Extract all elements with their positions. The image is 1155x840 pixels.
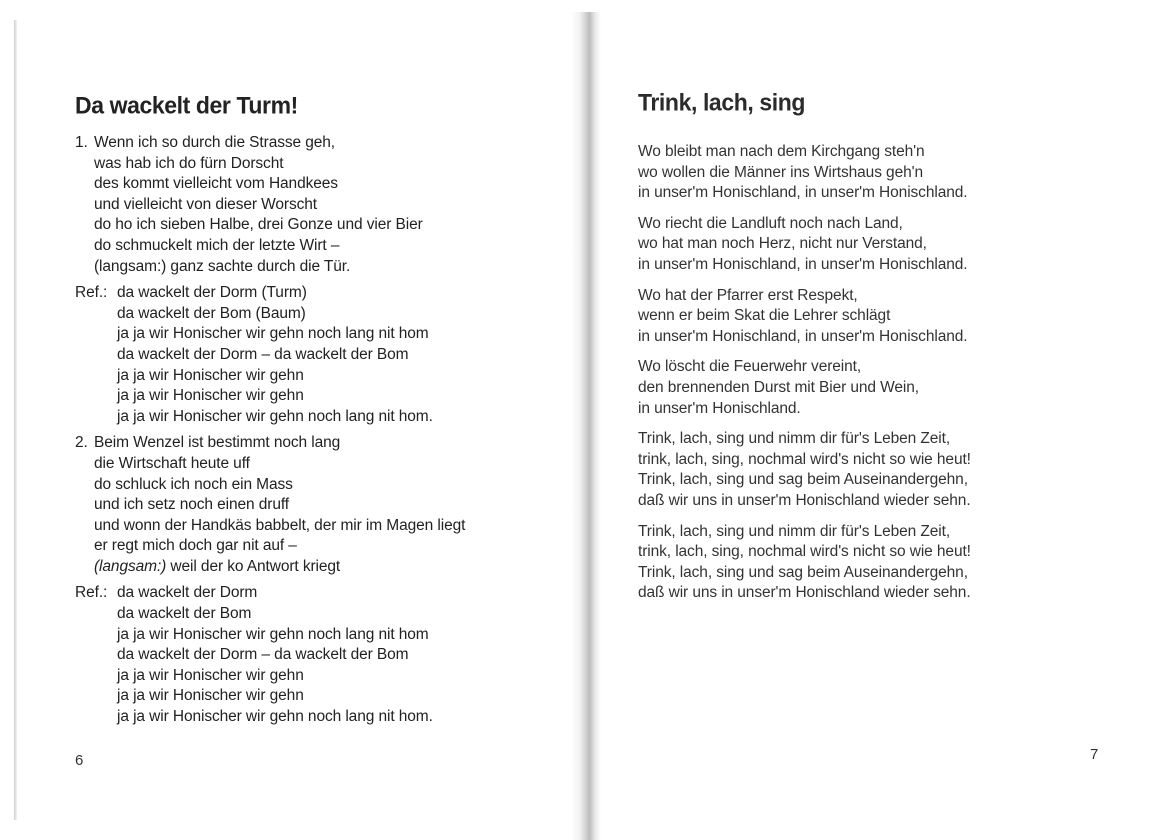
refrain-label: Ref.:: [75, 584, 108, 602]
lyric-line: Wenn ich so durch die Strasse geh,: [94, 134, 336, 151]
lyric-line: wenn er beim Skat die Lehrer schlägt: [638, 307, 891, 325]
lyric-line: in unser'm Honischland, in unser'm Honischland.: [638, 327, 968, 345]
lyric-line: und ich setz noch einen druff: [94, 496, 290, 514]
verse-2-first-line: [75, 433, 465, 454]
lyric-line: wo wollen die Männer ins Wirtshaus geh'n: [638, 163, 923, 181]
lyric-line: da wackelt der Bom: [117, 605, 252, 623]
lyric-line: trink, lach, sing, nochmal wird's nicht so wie heut!: [638, 450, 971, 468]
lyric-line: ja ja wir Honischer wir gehn: [117, 666, 304, 684]
verse-1: [75, 133, 465, 277]
lyric-line-last: [75, 557, 465, 578]
lyric-line: Trink, lach, sing und nimm dir für's Leben Zeit,: [638, 522, 951, 540]
lyric-line: Trink, lach, sing und sag beim Auseinandergehn,: [638, 471, 968, 489]
lyric-line: da wackelt der Bom (Baum): [117, 304, 306, 322]
stanza-2: [638, 214, 971, 276]
lyric-line: die Wirtschaft heute uff: [94, 454, 250, 472]
chorus-2: [638, 522, 971, 604]
stanza-4: [638, 357, 971, 419]
lyric-line: da wackelt der Dorm (Turm): [117, 284, 307, 302]
lyric-line: ja ja wir Honischer wir gehn: [117, 366, 304, 384]
lyric-line: (langsam:) ganz sachte durch die Tür.: [94, 257, 351, 275]
lyric-line: daß wir uns in unser'm Honischland wieder sehn.: [638, 491, 971, 509]
chorus-1: [638, 429, 971, 511]
refrain-2-first-line: [75, 583, 465, 604]
lyric-line: Trink, lach, sing und nimm dir für's Leben Zeit,: [638, 430, 951, 448]
song-title-right: Trink, lach, sing: [638, 88, 806, 116]
lyric-line: ja ja wir Honischer wir gehn noch lang nit hom: [117, 625, 429, 643]
lyric-line: trink, lach, sing, nochmal wird's nicht so wie heut!: [638, 543, 971, 561]
refrain-label: Ref.:: [75, 284, 108, 302]
left-song-text: [75, 133, 465, 734]
tempo-marking: (langsam:): [94, 557, 167, 575]
refrain-1-first-line: [75, 283, 465, 304]
page-number-right: 7: [1090, 746, 1099, 763]
lyric-line: des kommt vielleicht vom Handkees: [94, 175, 338, 193]
verse-1-first-line: [75, 133, 465, 154]
refrain-2: [75, 583, 465, 727]
lyric-line-rest: weil der ko Antwort kriegt: [166, 557, 341, 575]
lyric-line: daß wir uns in unser'm Honischland wieder sehn.: [638, 584, 971, 602]
refrain-1: [75, 283, 465, 427]
lyric-line: do ho ich sieben Halbe, drei Gonze und vier Bier: [94, 216, 423, 234]
lyric-line: ja ja wir Honischer wir gehn noch lang nit hom.: [117, 407, 433, 425]
lyric-line: ja ja wir Honischer wir gehn noch lang nit hom: [117, 325, 429, 343]
lyric-line: in unser'm Honischland.: [638, 399, 801, 417]
lyric-line: den brennenden Durst mit Bier und Wein,: [638, 378, 920, 396]
page-number-left: 6: [75, 752, 84, 769]
lyric-line: Wo hat der Pfarrer erst Respekt,: [638, 286, 858, 304]
lyric-line: da wackelt der Dorm: [117, 584, 258, 602]
right-song-text: [638, 142, 971, 610]
verse-number: 1.: [75, 134, 88, 151]
lyric-line: in unser'm Honischland, in unser'm Honischland.: [638, 184, 968, 202]
song-title-left: Da wackelt der Turm!: [75, 91, 298, 119]
lyric-line: Trink, lach, sing und sag beim Auseinandergehn,: [638, 563, 968, 581]
lyric-line: do schmuckelt mich der letzte Wirt –: [94, 236, 340, 254]
lyric-line: was hab ich do fürn Dorscht: [94, 154, 284, 172]
lyric-line: ja ja wir Honischer wir gehn noch lang nit hom.: [117, 708, 433, 726]
lyric-line: Wo riecht die Landluft noch nach Land,: [638, 214, 903, 232]
stanza-1: [638, 142, 971, 204]
lyric-line: in unser'm Honischland, in unser'm Honischland.: [638, 255, 968, 273]
lyric-line: ja ja wir Honischer wir gehn: [117, 387, 304, 405]
stanza-3: [638, 286, 971, 348]
lyric-line: Wo bleibt man nach dem Kirchgang steh'n: [638, 143, 925, 160]
right-page: [578, 0, 1155, 840]
lyric-line: und wonn der Handkäs babbelt, der mir im Magen liegt: [94, 516, 466, 534]
lyric-line: do schluck ich noch ein Mass: [94, 475, 293, 493]
lyric-line: da wackelt der Dorm – da wackelt der Bom: [117, 646, 409, 664]
lyric-line: Wo löscht die Feuerwehr vereint,: [638, 358, 862, 376]
lyric-line: Beim Wenzel ist bestimmt noch lang: [94, 434, 341, 452]
lyric-line: da wackelt der Dorm – da wackelt der Bom: [117, 345, 409, 363]
lyric-line: und vielleicht von dieser Worscht: [94, 195, 317, 213]
verse-number: 2.: [75, 434, 88, 452]
verse-2: [75, 433, 465, 577]
lyric-line: er regt mich doch gar nit auf –: [94, 537, 297, 555]
lyric-line: ja ja wir Honischer wir gehn: [117, 687, 304, 705]
lyric-line: wo hat man noch Herz, nicht nur Verstand,: [638, 235, 927, 253]
